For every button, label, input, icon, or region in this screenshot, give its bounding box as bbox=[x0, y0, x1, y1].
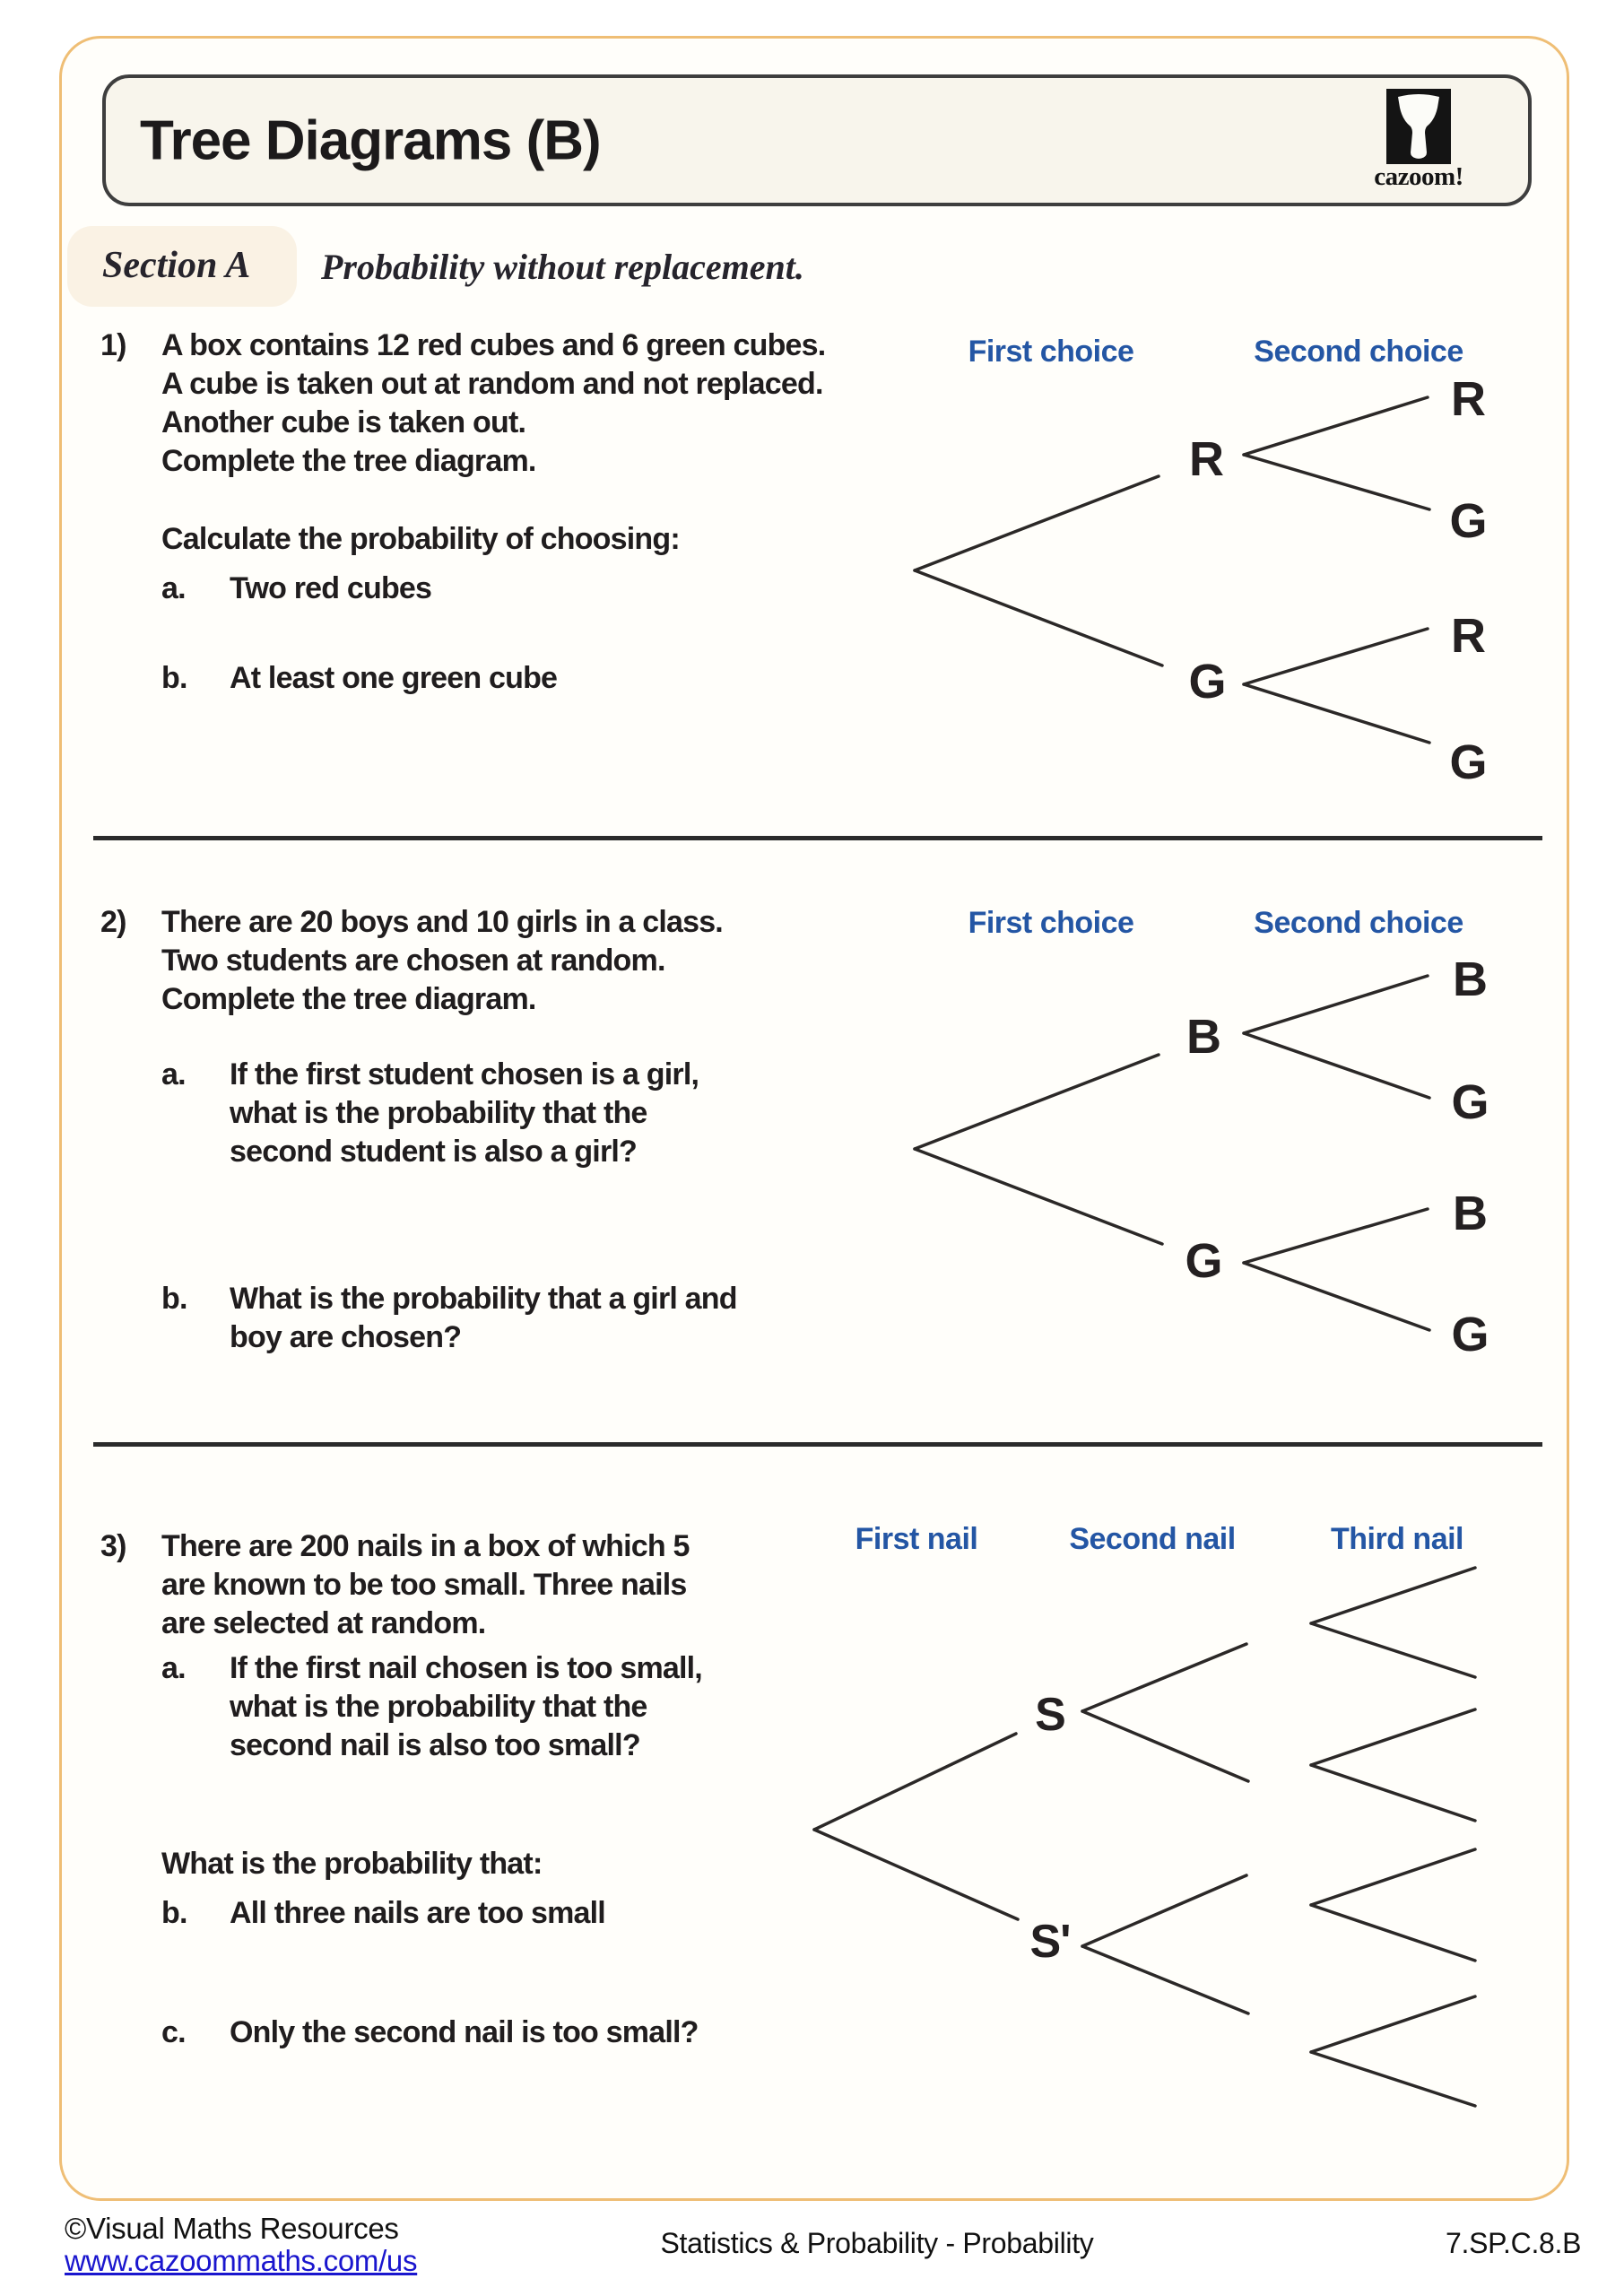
tree-node-label: S' bbox=[1029, 1916, 1071, 1968]
footer-standard-code: 7.SP.C.8.B bbox=[1446, 2227, 1582, 2259]
question-text-line: Complete the tree diagram. bbox=[161, 444, 536, 478]
part-label: c. bbox=[161, 2015, 186, 2049]
tree-node-label: G bbox=[1449, 494, 1487, 548]
question-divider bbox=[93, 836, 1542, 840]
tree-node-label: B bbox=[1453, 1187, 1487, 1240]
question-prompt: What is the probability that: bbox=[161, 1847, 543, 1881]
tree-node-label: G bbox=[1449, 735, 1487, 789]
section-subtitle: Probability without replacement. bbox=[321, 247, 804, 287]
tree-node-label: R bbox=[1189, 432, 1223, 486]
logo-wordmark: cazoom! bbox=[1374, 162, 1463, 191]
part-text-line: second student is also a girl? bbox=[230, 1135, 637, 1169]
part-text-line: What is the probability that a girl and bbox=[230, 1282, 737, 1316]
tree-column-header: Second choice bbox=[1254, 335, 1463, 369]
part-text-line: Two red cubes bbox=[230, 571, 432, 605]
part-label: b. bbox=[161, 661, 187, 695]
question-text-line: Another cube is taken out. bbox=[161, 405, 526, 439]
question-divider bbox=[93, 1442, 1542, 1447]
part-text-line: If the first nail chosen is too small, bbox=[230, 1651, 702, 1685]
part-label: b. bbox=[161, 1896, 187, 1930]
tree-node-label: B bbox=[1186, 1010, 1220, 1064]
footer-subject: Statistics & Probability - Probability bbox=[660, 2227, 1094, 2259]
part-text-line: boy are chosen? bbox=[230, 1320, 462, 1354]
part-text bbox=[230, 1280, 737, 1357]
question-text-line: are selected at random. bbox=[161, 1606, 486, 1640]
question-text-line: Complete the tree diagram. bbox=[161, 982, 536, 1016]
question-text bbox=[161, 903, 723, 1019]
tree-column-header: First choice bbox=[968, 906, 1134, 940]
tree-node-label: R bbox=[1451, 372, 1485, 426]
tree-column-header: First choice bbox=[968, 335, 1134, 369]
question-text-line: A cube is taken out at random and not replaced. bbox=[161, 367, 823, 401]
question-text-line: are known to be too small. Three nails bbox=[161, 1568, 687, 1602]
part-text-line: Only the second nail is too small? bbox=[230, 2015, 699, 2049]
question-text-line: Two students are chosen at random. bbox=[161, 944, 665, 978]
tree-column-header: Second choice bbox=[1254, 906, 1463, 940]
drum-icon bbox=[1386, 89, 1451, 164]
part-label: a. bbox=[161, 1651, 186, 1685]
footer-copyright: ©Visual Maths Resources bbox=[65, 2212, 399, 2245]
tree-node-label: G bbox=[1451, 1075, 1489, 1129]
cazoom-logo bbox=[1356, 89, 1481, 192]
tree-node-label: G bbox=[1185, 1234, 1222, 1288]
part-label: b. bbox=[161, 1282, 187, 1316]
tree-node-label: G bbox=[1451, 1308, 1489, 1361]
part-text bbox=[230, 1056, 699, 1171]
tree-node-label: G bbox=[1188, 655, 1226, 709]
part-text-line: If the first student chosen is a girl, bbox=[230, 1057, 699, 1091]
question-prompt: Calculate the probability of choosing: bbox=[161, 522, 680, 556]
part-text-line: All three nails are too small bbox=[230, 1896, 605, 1930]
question-text-line: A box contains 12 red cubes and 6 green cubes. bbox=[161, 328, 826, 362]
tree-column-header: Second nail bbox=[1069, 1522, 1236, 1556]
question-text bbox=[161, 326, 825, 481]
part-text-line: second nail is also too small? bbox=[230, 1728, 640, 1762]
part-text-line: what is the probability that the bbox=[230, 1096, 647, 1130]
tree-column-header: First nail bbox=[855, 1522, 978, 1556]
part-text-line: what is the probability that the bbox=[230, 1690, 647, 1724]
question-text-line: There are 200 nails in a box of which 5 bbox=[161, 1529, 690, 1563]
part-text-line: At least one green cube bbox=[230, 661, 558, 695]
tree-column-header: Third nail bbox=[1331, 1522, 1463, 1556]
question-number: 1) bbox=[100, 328, 126, 362]
part-text bbox=[230, 1649, 702, 1765]
page-title: Tree Diagrams (B) bbox=[140, 109, 601, 171]
question-number: 2) bbox=[100, 905, 126, 939]
title-box bbox=[102, 74, 1532, 206]
footer-link[interactable]: www.cazoommaths.com/us bbox=[65, 2244, 418, 2277]
tree-node-label: R bbox=[1451, 609, 1485, 663]
tree-node-label: B bbox=[1453, 952, 1487, 1006]
tree-node-label: S bbox=[1035, 1689, 1065, 1741]
section-label: Section A bbox=[102, 245, 251, 286]
part-label: a. bbox=[161, 1057, 186, 1091]
question-number: 3) bbox=[100, 1529, 126, 1563]
part-label: a. bbox=[161, 571, 186, 605]
question-text bbox=[161, 1527, 690, 1643]
question-text-line: There are 20 boys and 10 girls in a class. bbox=[161, 905, 723, 939]
